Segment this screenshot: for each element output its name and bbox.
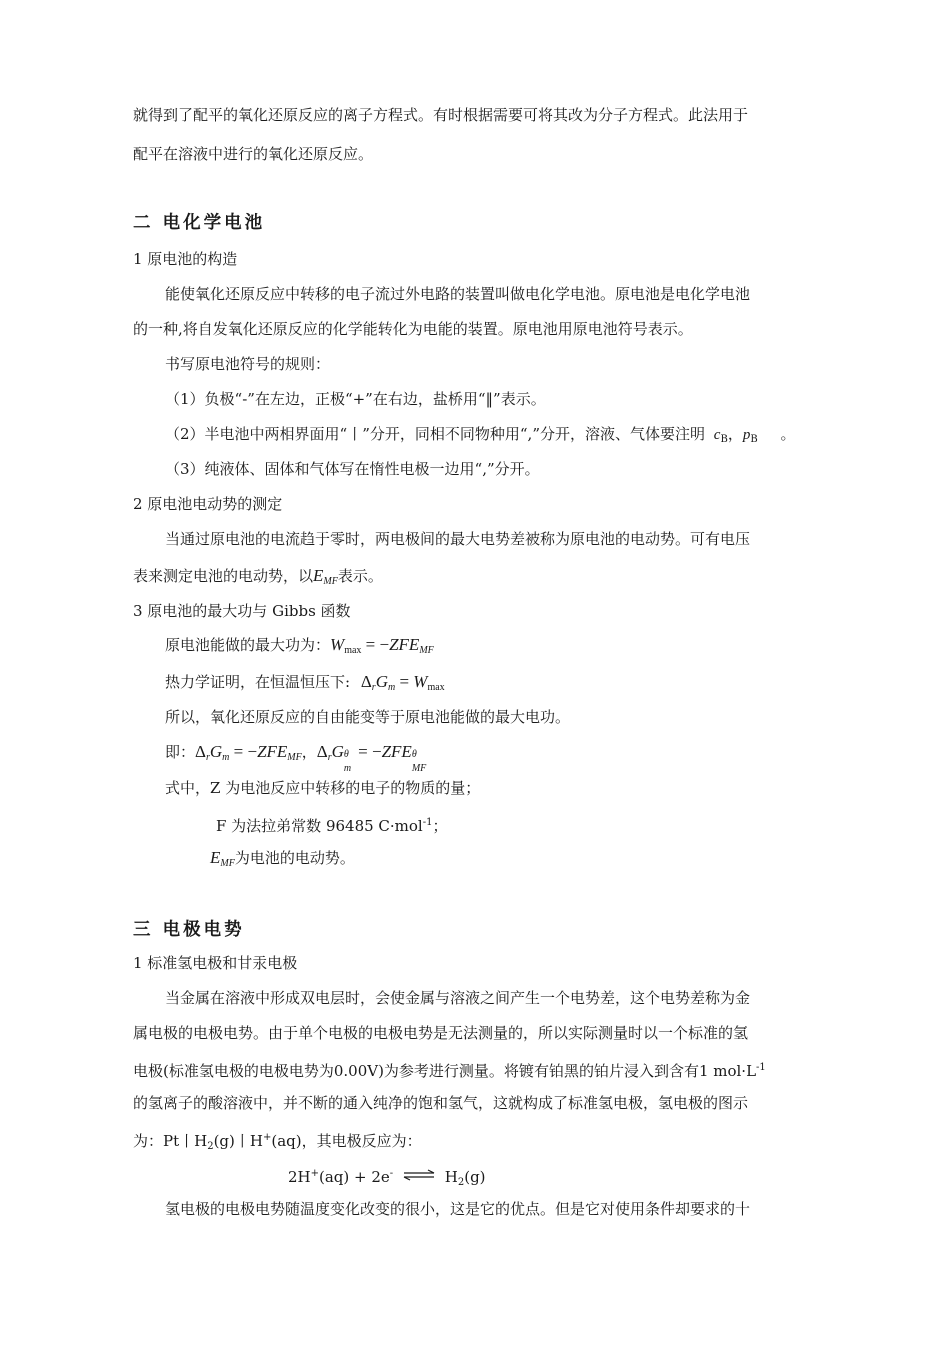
equation-line-gibbs [165,742,430,774]
subscript-b: B [750,434,758,445]
paragraph-line: 的一种,将自发氧化还原反应的化学能转化为电能的装置。原电池用原电池符号表示。 [133,320,693,338]
subsection-title: 2 原电池电动势的测定 [133,495,283,513]
math-w: W [330,635,345,654]
math-zfe: ZFE [257,742,288,761]
equation [330,635,434,654]
subscript-m: m [222,752,230,763]
subsection-title: 3 原电池的最大功与 Gibbs 函数 [133,602,351,620]
math-e: E [313,566,324,585]
rule-item: （1）负极“-”在左边，正极“+”在右边，盐桥用“‖”表示。 [165,390,546,408]
subscript: 2 [457,1177,465,1188]
minus-sign: − [379,635,390,654]
text-run: 原电池能做的最大功为： [165,636,331,654]
paragraph-line: 式中，Z 为电池反应中转移的电子的物质的量； [165,779,481,797]
superscript: + [262,1132,272,1143]
text-run: 为电池的电动势。 [234,849,355,867]
equation-line-max-work [165,635,434,661]
subscript-r: r [327,752,332,763]
paragraph-line: 所以，氧化还原反应的自由能变等于原电池能做的最大电功。 [165,708,571,726]
paragraph-line [133,566,383,592]
text-run: 即： [165,743,196,761]
superscript: - [389,1168,394,1179]
text-run: (g)丨H [213,1132,263,1150]
subscript-mf: MF [323,576,338,587]
equals-sign: = [353,742,372,761]
superscript-theta: θ [343,749,349,760]
paragraph-line: 配平在溶液中进行的氧化还原反应。 [133,145,374,163]
equilibrium-arrow-icon [402,1169,436,1181]
reaction-equation [288,1164,486,1193]
minus-sign: − [371,742,382,761]
math-zfe: ZFE [389,635,420,654]
paragraph-line: 当通过原电池的电流趋于零时，两电极间的最大电势差被称为原电池的电动势。可有电压 [165,530,751,548]
subscript-mf: MF [411,763,427,774]
rule-text: （2）半电池中两相界面用“丨”分开，同相不同物种用“,”分开，溶液、气体要注明 [165,425,705,443]
superscript-theta: θ [411,749,417,760]
rule-item: （3）纯液体、固体和气体写在惰性电极一边用“,”分开。 [165,460,540,478]
math-zfe: ZFE [381,742,412,761]
symbol-p: p [742,427,751,443]
text-run: 电极(标准氢电极的电极电势为0.00V)为参考进行测量。将镀有铂黑的铂片浸入到含有1 mol·L [133,1062,757,1080]
math-w: W [413,672,428,691]
paragraph-line: 书写原电池符号的规则： [165,355,331,373]
subscript: 2 [207,1141,214,1152]
paragraph-line [216,813,448,836]
period: 。 [780,425,796,443]
superscript: -1 [756,1062,766,1073]
paragraph-line: 属电极的电极电势。由于单个电极的电极电势是无法测量的，所以实际测量时以一个标准的氢 [133,1024,749,1042]
section-heading-electrochemical-cell: 二 电化学电池 [133,213,266,233]
paragraph-line: 当金属在溶液中形成双电层时，会使金属与溶液之间产生一个电势差，这个电势差称为金 [165,989,751,1007]
separator: ， [727,425,743,443]
subscript-mf: MF [419,645,434,656]
paragraph-line: 氢电极的电极电势随温度变化改变的很小，这是它的优点。但是它对使用条件却要求的十 [165,1200,751,1218]
delta-symbol: Δ [360,672,372,691]
separator: ， [301,743,317,761]
paragraph-line [133,1128,422,1157]
section-heading-electrode-potential: 三 电极电势 [133,920,245,940]
text-run: 表来测定电池的电动势，以 [133,567,314,585]
equals-sign: = [395,672,414,691]
delta-symbol: Δ [316,742,328,761]
text-run: F 为法拉弟常数 96485 C·mol [216,817,423,835]
math-e: E [210,848,221,867]
subscript-mf: MF [287,752,302,763]
equals-sign: = [229,742,248,761]
subscript-r: r [205,752,210,763]
subscript-mf: MF [220,858,235,869]
emf-symbol [313,566,338,585]
subscript-max: max [344,645,362,656]
minus-sign: − [247,742,258,761]
text-run: 为：Pt丨H [133,1132,208,1150]
subscript-m: m [387,682,396,693]
subscript-r: r [371,682,376,693]
text-run: H [444,1168,458,1186]
paragraph-line [133,1058,766,1081]
math-g: G [209,742,223,761]
equation-line-thermo [165,672,445,698]
symbol-c: c [713,427,721,443]
math-g: G [375,672,388,691]
subscript-b: B [720,434,728,445]
math-g: G [331,742,344,761]
paragraph-line: 能使氧化还原反应中转移的电子流过外电路的装置叫做电化学电池。原电池是电化学电池 [165,285,751,303]
paragraph-line [210,848,355,874]
equals-sign: = [361,635,380,654]
subscript-max: max [427,682,445,693]
superscript: + [310,1168,320,1179]
text-run: (g) [464,1168,486,1186]
text-run: ； [432,817,448,835]
text-run: 2H [288,1168,311,1186]
emf-symbol [210,848,235,867]
superscript: -1 [422,817,433,828]
text-run: (aq)，其电极反应为： [271,1132,422,1150]
subsection-title: 1 原电池的构造 [133,250,238,268]
subscript-m: m [343,763,352,774]
rule-item [165,424,795,450]
equation [361,672,445,691]
text-run: 热力学证明，在恒温恒压下: [165,673,351,691]
text-run: 表示。 [337,567,383,585]
text-run: (aq) + 2e [319,1168,390,1186]
equation [195,742,302,761]
paragraph-line: 就得到了配平的氧化还原反应的离子方程式。有时根据需要可将其改为分子方程式。此法用于 [133,106,749,124]
equation-standard [316,742,430,774]
paragraph-line: 的氢离子的酸溶液中，并不断的通入纯净的饱和氢气，这就构成了标准氢电极，氢电极的图示 [133,1094,749,1112]
subsection-title: 1 标准氢电极和甘汞电极 [133,954,298,972]
delta-symbol: Δ [195,742,206,761]
